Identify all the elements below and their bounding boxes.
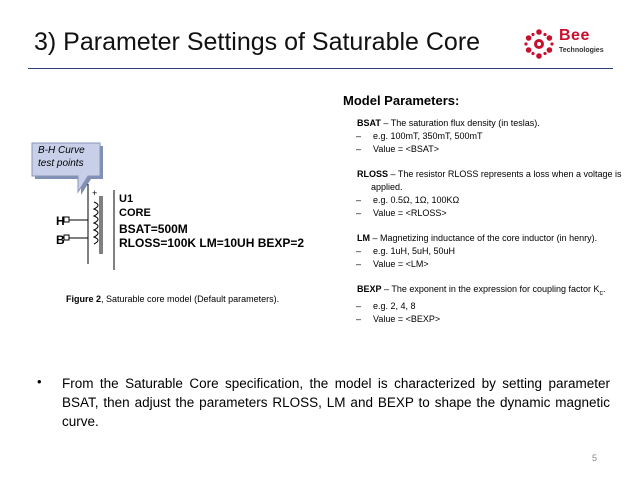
pin-h-terminal <box>64 217 69 222</box>
param-bsat <box>357 117 625 156</box>
param-value-line <box>357 143 625 156</box>
param-example: e.g. 0.5Ω, 1Ω, 100KΩ <box>373 195 460 205</box>
param-name: BSAT <box>357 118 381 128</box>
dash: – <box>356 131 362 141</box>
dash: – <box>356 300 362 311</box>
callout-line-2: test points <box>38 158 84 169</box>
core-schematic <box>50 176 330 276</box>
callout-text <box>38 144 85 170</box>
param-rloss <box>357 168 625 220</box>
dash: – <box>356 259 362 269</box>
figure-caption-text: , Saturable core model (Default parameters). <box>101 294 280 304</box>
dash: – <box>356 246 362 256</box>
param-desc-end: . <box>603 284 606 294</box>
param-name: BEXP <box>357 284 382 294</box>
model-parameters-heading: Model Parameters: <box>343 93 460 108</box>
param-example: e.g. 1uH, 5uH, 50uH <box>373 246 456 256</box>
param-name: RLOSS <box>357 169 389 179</box>
param-name: LM <box>357 233 370 243</box>
slide-title: 3) Parameter Settings of Saturable Core <box>34 28 481 56</box>
param-example-line <box>357 194 625 207</box>
bullet-text: From the Saturable Core specification, the model is characterized by setting parameter BSAT, then adjust the parameters RLOSS, LM and BEXP to shape the dynamic magnetic curve. <box>62 376 610 429</box>
param-value: Value = <BSAT> <box>373 144 439 154</box>
figure-label: Figure 2 <box>66 294 102 304</box>
dash: – <box>356 195 362 205</box>
bee-technologies-logo <box>521 26 631 64</box>
param-example: e.g. 100mT, 350mT, 500mT <box>373 131 483 141</box>
logo-subtitle: Technologies <box>559 47 604 54</box>
param-example-line <box>357 130 625 143</box>
param-bexp <box>357 283 625 326</box>
schematic-ref: U1 <box>119 193 134 205</box>
figure-caption <box>66 294 279 304</box>
param-desc-text: – Magnetizing inductance of the core inductor (in henry). <box>372 233 598 243</box>
schematic-bsat: BSAT=500M <box>119 222 188 236</box>
param-value-line <box>357 207 625 220</box>
parameter-list <box>357 117 625 338</box>
pin-h-label: H <box>56 214 65 228</box>
param-desc-text: – The exponent in the expression for coupling factor K <box>384 284 600 294</box>
param-desc-text: – The saturation flux density (in teslas). <box>383 118 540 128</box>
polarity-plus: + <box>92 188 98 198</box>
param-example-line <box>357 300 625 313</box>
bullet-mark: • <box>37 374 42 389</box>
param-lm <box>357 232 625 271</box>
param-desc-subscript: c <box>599 289 603 297</box>
dash: – <box>356 144 362 154</box>
param-value: Value = <LM> <box>373 259 429 269</box>
callout-line-1: B-H Curve <box>38 145 85 156</box>
param-value-line <box>357 313 625 326</box>
param-description <box>357 168 625 194</box>
param-description <box>357 117 625 130</box>
title-divider <box>28 68 613 69</box>
schematic-params: RLOSS=100K LM=10UH BEXP=2 <box>119 236 305 250</box>
param-description <box>357 232 625 245</box>
logo-word: Bee <box>559 27 590 44</box>
param-example-line <box>357 245 625 258</box>
schematic-part: CORE <box>119 207 151 219</box>
pin-b-label: B <box>56 233 65 247</box>
dash: – <box>356 208 362 218</box>
page-number: 5 <box>592 453 598 463</box>
coil-winding <box>94 202 98 244</box>
param-value: Value = <RLOSS> <box>373 208 447 218</box>
param-desc-text: – The resistor RLOSS represents a loss when a voltage is applied. <box>371 169 622 192</box>
param-value-line <box>357 258 625 271</box>
param-value: Value = <BEXP> <box>373 313 441 324</box>
param-description <box>357 283 625 300</box>
dash: – <box>356 313 362 324</box>
bee-logo-icon <box>521 26 557 62</box>
param-example: e.g. 2, 4, 8 <box>373 300 416 311</box>
